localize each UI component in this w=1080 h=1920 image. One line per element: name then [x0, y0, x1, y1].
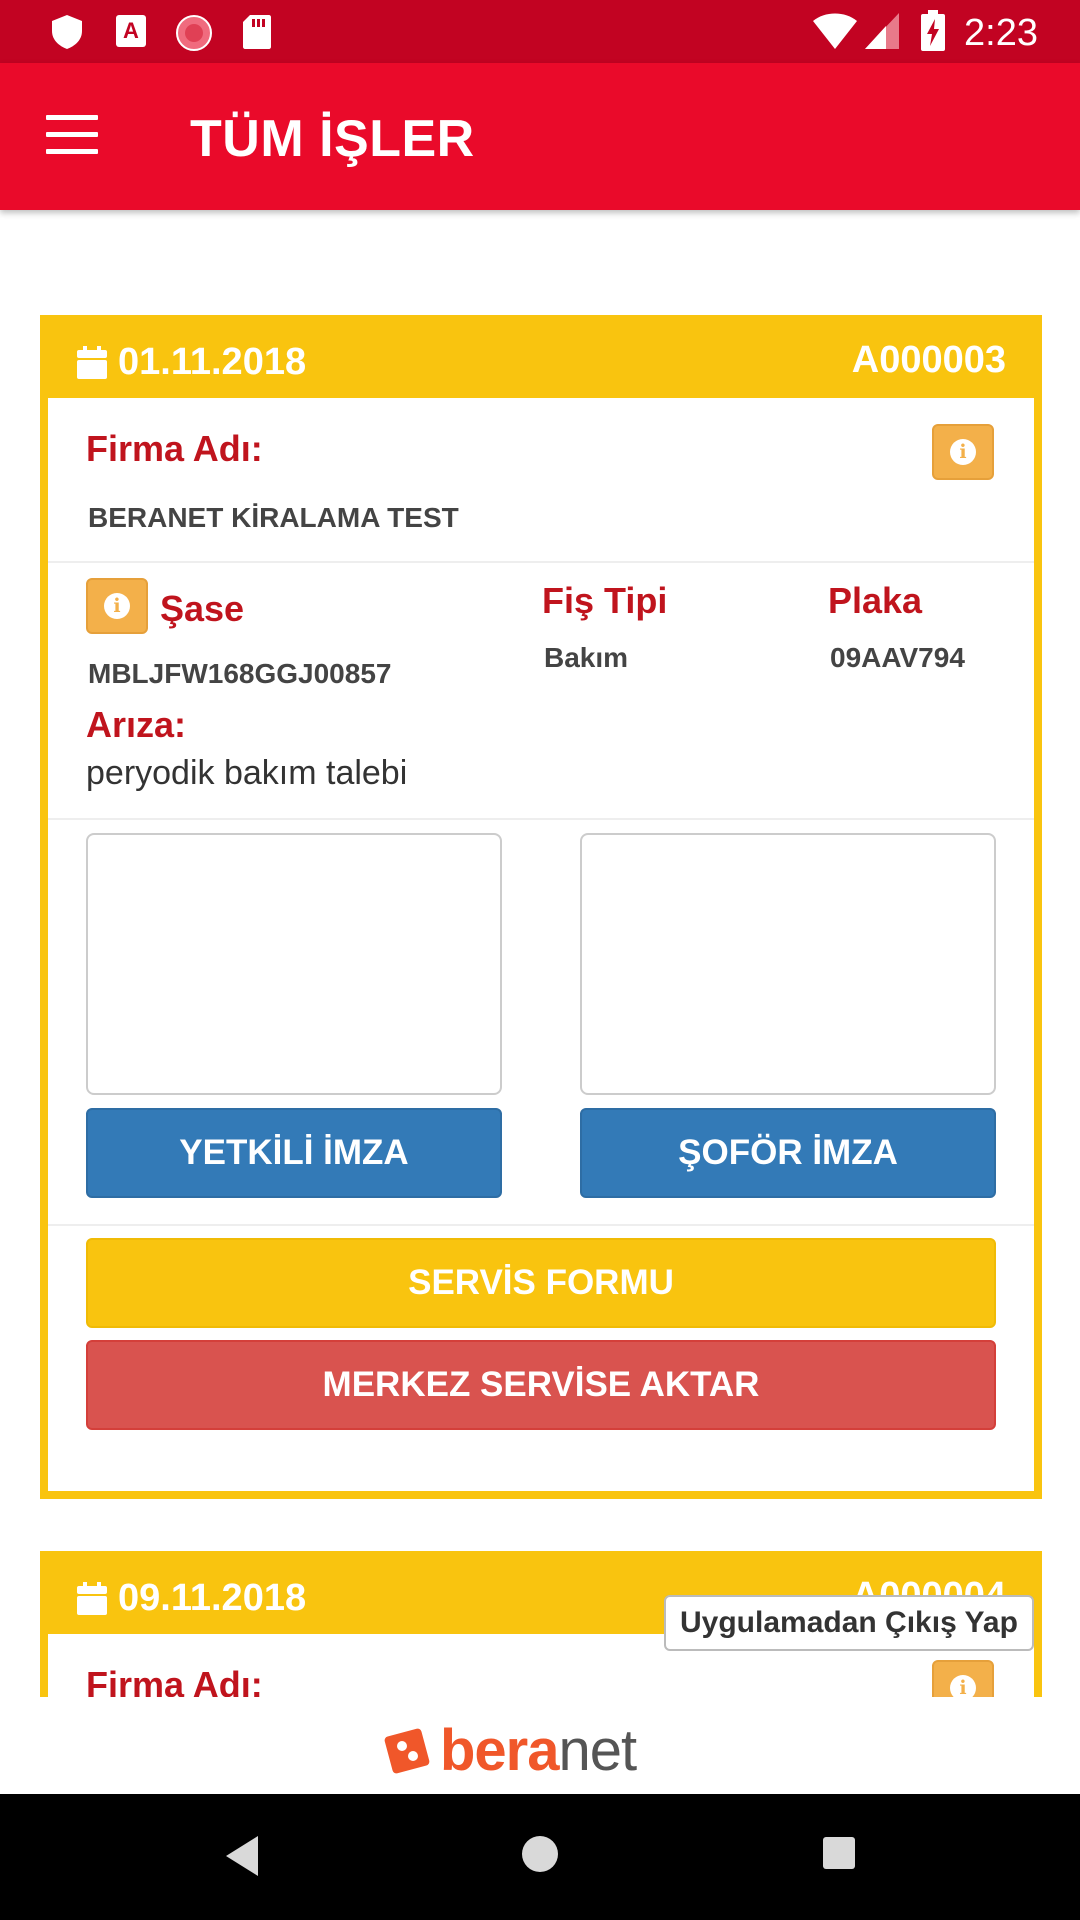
- job-card: [40, 315, 1042, 1499]
- fault-value: peryodik bakım talebi: [86, 754, 408, 792]
- round-app-icon: [175, 14, 213, 52]
- card-code: A000003: [851, 339, 1006, 381]
- wifi-icon: [812, 12, 858, 50]
- info-icon: i: [104, 593, 130, 619]
- calendar-icon: [76, 1582, 108, 1616]
- logo-text-light: net: [558, 1718, 637, 1783]
- app-bar: [0, 63, 1080, 210]
- company-value: BERANET KİRALAMA TEST: [88, 502, 459, 533]
- company-label: Firma Adı:: [86, 1664, 263, 1697]
- battery-charging-icon: [920, 10, 946, 52]
- logo-text-bold: bera: [440, 1718, 559, 1783]
- sd-card-icon: [242, 14, 272, 50]
- page-title: TÜM İŞLER: [190, 110, 475, 168]
- info-icon: i: [950, 439, 976, 465]
- recents-icon[interactable]: [820, 1834, 858, 1872]
- authorized-signature-pad[interactable]: [86, 833, 502, 1095]
- signal-icon: [864, 12, 900, 50]
- clock: 2:23: [964, 12, 1038, 54]
- divider: [48, 1224, 1034, 1226]
- home-icon[interactable]: [518, 1832, 562, 1876]
- plate-value: 09AAV794: [830, 642, 965, 673]
- receipt-type-value: Bakım: [544, 642, 629, 673]
- job-list[interactable]: [0, 210, 1080, 1697]
- font-app-icon: [115, 14, 147, 48]
- plate-label: Plaka: [828, 580, 923, 621]
- driver-signature-pad[interactable]: [580, 833, 996, 1095]
- status-bar: [0, 0, 1080, 63]
- service-form-button[interactable]: SERVİS FORMU: [86, 1238, 996, 1328]
- exit-app-tooltip[interactable]: Uygulamadan Çıkış Yap: [664, 1595, 1034, 1651]
- divider: [48, 818, 1034, 820]
- company-info-button[interactable]: [932, 1660, 994, 1697]
- shield-icon: [50, 14, 84, 50]
- svg-text:A: A: [123, 18, 139, 43]
- fault-label: Arıza:: [86, 704, 187, 745]
- authorized-signature-button[interactable]: YETKİLİ İMZA: [86, 1108, 502, 1198]
- card-header: [48, 323, 1034, 398]
- system-nav-bar: [0, 1794, 1080, 1920]
- hamburger-menu-icon[interactable]: [46, 115, 98, 155]
- back-icon[interactable]: [222, 1834, 262, 1878]
- card-date: 01.11.2018: [118, 341, 307, 383]
- beranet-logo: [382, 1717, 636, 1784]
- chassis-value: MBLJFW168GGJ00857: [88, 658, 392, 689]
- chassis-info-button[interactable]: [86, 578, 148, 634]
- transfer-to-central-service-button[interactable]: MERKEZ SERVİSE AKTAR: [86, 1340, 996, 1430]
- card-body: [48, 398, 1034, 1499]
- divider: [48, 561, 1034, 563]
- company-info-button[interactable]: [932, 424, 994, 480]
- receipt-type-label: Fiş Tipi: [542, 580, 668, 621]
- puzzle-logo-icon: [382, 1726, 432, 1776]
- info-icon: i: [950, 1675, 976, 1697]
- chassis-label: Şase: [160, 588, 245, 629]
- calendar-icon: [76, 346, 108, 380]
- footer: [0, 1697, 1080, 1794]
- company-label: Firma Adı:: [86, 428, 263, 469]
- driver-signature-button[interactable]: ŞOFÖR İMZA: [580, 1108, 996, 1198]
- card-date: 09.11.2018: [118, 1577, 307, 1619]
